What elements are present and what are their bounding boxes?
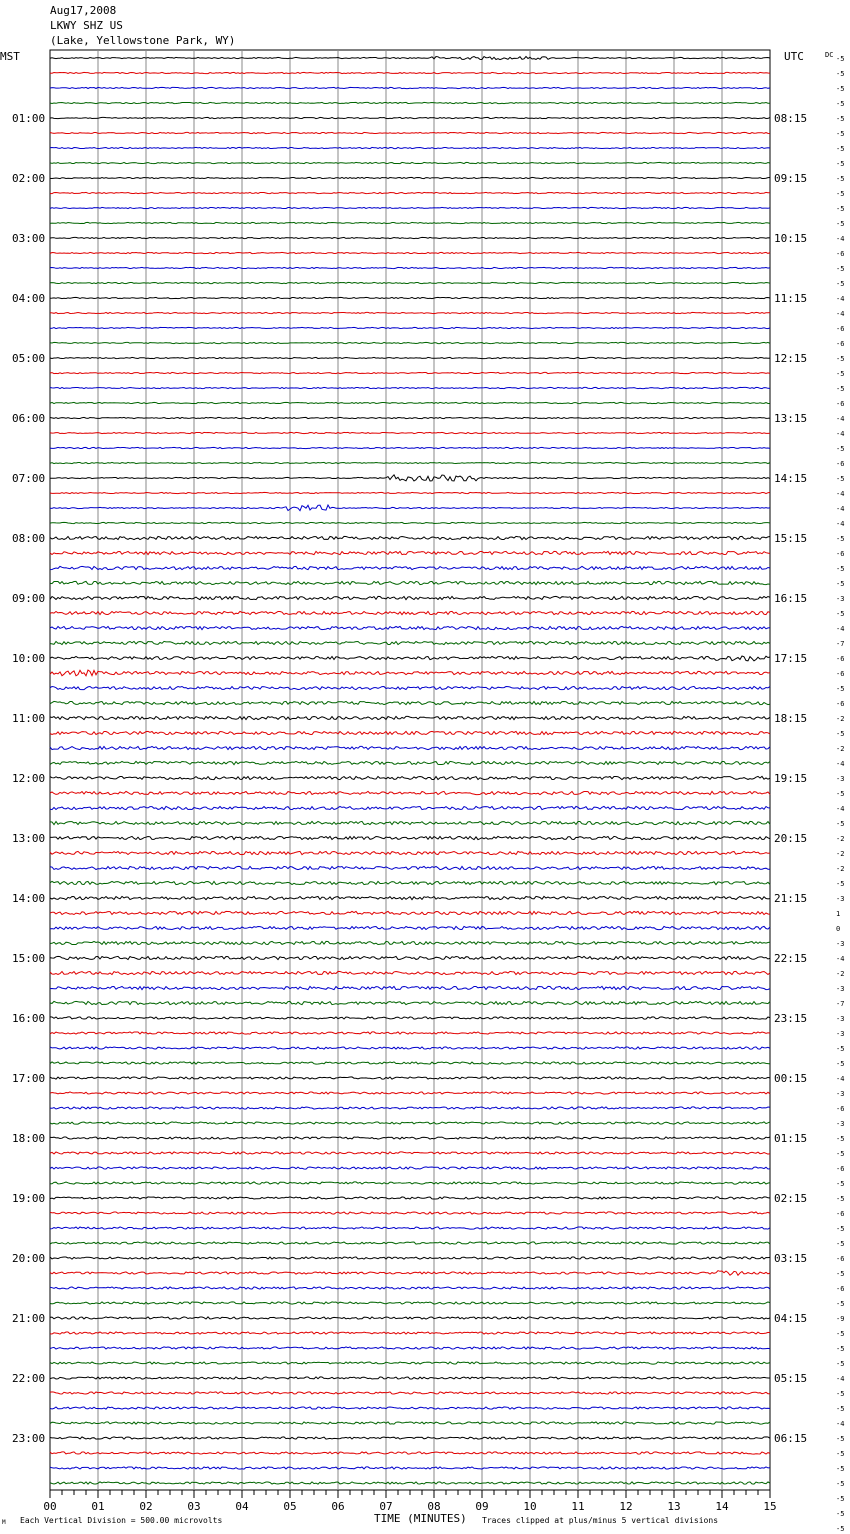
- trace-line: [50, 836, 770, 839]
- mst-hour-label: 11:00: [12, 712, 46, 725]
- trace-line: [50, 402, 770, 403]
- dc-offset-label: -2: [836, 715, 845, 723]
- mst-hour-label: 19:00: [12, 1192, 46, 1205]
- mst-hour-label: 20:00: [12, 1252, 46, 1265]
- trace-line: [50, 222, 770, 223]
- vertical-division-note: Each Vertical Division = 500.00 microvolts: [20, 1516, 223, 1525]
- trace-line: [50, 776, 770, 779]
- x-tick-label: 11: [571, 1500, 585, 1513]
- mst-hour-label: 04:00: [12, 292, 46, 305]
- trace-line: [50, 1392, 770, 1394]
- x-tick-label: 00: [43, 1500, 57, 1513]
- trace-line: [50, 387, 770, 388]
- dc-offset-label: -5: [836, 370, 845, 378]
- trace-line: [50, 971, 770, 974]
- utc-hour-label: 23:15: [774, 1012, 808, 1025]
- dc-offset-label: -5: [836, 160, 845, 168]
- trace-line: [50, 1167, 770, 1169]
- trace-line: [50, 162, 770, 163]
- dc-offset-label: -6: [836, 460, 845, 468]
- dc-offset-label: -4: [836, 1075, 845, 1083]
- x-tick-label: 10: [523, 1500, 537, 1513]
- dc-offset-label: -4: [836, 295, 845, 303]
- utc-hour-label: 11:15: [774, 292, 808, 305]
- utc-hour-label: 01:15: [774, 1132, 808, 1145]
- station-label: LKWY SHZ US: [50, 19, 123, 32]
- mst-hour-label: 14:00: [12, 892, 46, 905]
- dc-offset-label: -3: [836, 940, 845, 948]
- dc-offset-label: -4: [836, 505, 845, 513]
- utc-hour-label: 08:15: [774, 112, 808, 125]
- x-tick-label: 08: [427, 1500, 441, 1513]
- trace-line: [50, 1001, 770, 1004]
- trace-line: [50, 1122, 770, 1124]
- x-tick-label: 06: [331, 1500, 345, 1513]
- trace-line: [50, 941, 770, 944]
- trace-line: [50, 596, 770, 599]
- trace-line: [50, 1047, 770, 1049]
- mst-hour-label: 23:00: [12, 1432, 46, 1445]
- trace-line: [50, 1227, 770, 1229]
- dc-offset-label: -5: [836, 70, 845, 78]
- trace-line: [50, 267, 770, 268]
- dc-offset-label: -3: [836, 895, 845, 903]
- dc-offset-label: -6: [836, 250, 845, 258]
- trace-line: [50, 462, 770, 463]
- dc-offset-label: -5: [836, 1240, 845, 1248]
- dc-offset-label: -3: [836, 985, 845, 993]
- trace-line: [50, 791, 770, 794]
- trace-line: [50, 656, 770, 661]
- x-tick-label: 04: [235, 1500, 249, 1513]
- trace-line: [50, 1467, 770, 1469]
- trace-line: [50, 72, 770, 73]
- date-label: Aug17,2008: [50, 4, 117, 17]
- trace-line: [50, 626, 770, 629]
- dc-offset-label: -6: [836, 1255, 845, 1263]
- trace-line: [50, 252, 770, 253]
- trace-line: [50, 87, 770, 88]
- dc-offset-label: -5: [836, 685, 845, 693]
- dc-label: DC: [825, 51, 834, 59]
- dc-offset-label: -5: [836, 1465, 845, 1473]
- trace-line: [50, 207, 770, 208]
- trace-line: [50, 357, 770, 358]
- trace-line: [50, 911, 770, 914]
- mst-hour-label: 13:00: [12, 832, 46, 845]
- dc-offset-label: -5: [836, 1510, 845, 1518]
- trace-line: [50, 1257, 770, 1259]
- dc-offset-label: -5: [836, 610, 845, 618]
- trace-line: [50, 1287, 770, 1289]
- trace-line: [50, 505, 770, 511]
- mst-hour-label: 05:00: [12, 352, 46, 365]
- utc-hour-label: 12:15: [774, 352, 808, 365]
- dc-offset-label: -4: [836, 955, 845, 963]
- dc-offset-label: -5: [836, 820, 845, 828]
- utc-axis-label: UTC: [784, 50, 804, 63]
- mst-hour-label: 15:00: [12, 952, 46, 965]
- utc-hour-label: 21:15: [774, 892, 808, 905]
- trace-line: [50, 297, 770, 298]
- utc-hour-label: 17:15: [774, 652, 808, 665]
- x-tick-label: 14: [715, 1500, 729, 1513]
- trace-line: [50, 1062, 770, 1064]
- trace-line: [50, 372, 770, 373]
- dc-offset-label: -5: [836, 190, 845, 198]
- mst-axis-label: MST: [0, 50, 20, 63]
- dc-offset-label: -6: [836, 1285, 845, 1293]
- trace-line: [50, 986, 770, 989]
- trace-line: [50, 282, 770, 283]
- trace-line: [50, 536, 770, 539]
- dc-offset-label: -6: [836, 400, 845, 408]
- trace-line: [50, 177, 770, 178]
- trace-line: [50, 1377, 770, 1379]
- trace-line: [50, 716, 770, 719]
- trace-line: [50, 896, 770, 899]
- dc-offset-label: -6: [836, 325, 845, 333]
- dc-offset-label: -9: [836, 1315, 845, 1323]
- trace-line: [50, 1077, 770, 1079]
- trace-line: [50, 1212, 770, 1214]
- dc-offset-label: 1: [836, 910, 841, 918]
- dc-offset-label: -5: [836, 265, 845, 273]
- x-tick-label: 09: [475, 1500, 489, 1513]
- trace-line: [50, 327, 770, 328]
- dc-offset-label: -3: [836, 595, 845, 603]
- mst-hour-label: 22:00: [12, 1372, 46, 1385]
- trace-line: [50, 670, 770, 676]
- x-tick-label: 03: [187, 1500, 201, 1513]
- clipping-note: Traces clipped at plus/minus 5 vertical divisions: [482, 1516, 719, 1525]
- trace-line: [50, 611, 770, 614]
- dc-offset-label: -5: [836, 220, 845, 228]
- trace-line: [50, 566, 770, 569]
- dc-offset-label: -5: [836, 790, 845, 798]
- dc-offset-label: -5: [836, 100, 845, 108]
- dc-offset-label: -6: [836, 340, 845, 348]
- dc-offset-label: -4: [836, 805, 845, 813]
- dc-offset-label: -5: [836, 55, 845, 63]
- dc-offset-label: -5: [836, 1195, 845, 1203]
- dc-offset-label: -5: [836, 1390, 845, 1398]
- trace-line: [50, 522, 770, 523]
- utc-hour-label: 06:15: [774, 1432, 808, 1445]
- dc-offset-label: -4: [836, 1375, 845, 1383]
- mst-hour-label: 08:00: [12, 532, 46, 545]
- x-axis-label: TIME (MINUTES): [374, 1512, 467, 1525]
- trace-line: [50, 641, 770, 644]
- dc-offset-label: -4: [836, 430, 845, 438]
- dc-offset-label: -5: [836, 1135, 845, 1143]
- utc-hour-label: 18:15: [774, 712, 808, 725]
- utc-hour-label: 19:15: [774, 772, 808, 785]
- dc-offset-label: -5: [836, 1525, 845, 1533]
- dc-offset-label: -2: [836, 865, 845, 873]
- trace-line: [50, 132, 770, 133]
- dc-offset-label: 0: [836, 925, 841, 933]
- dc-offset-label: -3: [836, 775, 845, 783]
- dc-offset-label: -4: [836, 415, 845, 423]
- trace-line: [50, 881, 770, 884]
- trace-line: [50, 1092, 770, 1094]
- trace-line: [50, 312, 770, 313]
- trace-line: [50, 1152, 770, 1154]
- location-label: (Lake, Yellowstone Park, WY): [50, 34, 236, 47]
- x-tick-label: 05: [283, 1500, 297, 1513]
- trace-line: [50, 956, 770, 959]
- trace-line: [50, 1302, 770, 1304]
- dc-offset-label: -6: [836, 670, 845, 678]
- dc-offset-label: -5: [836, 1435, 845, 1443]
- dc-offset-label: -5: [836, 1270, 845, 1278]
- trace-line: [50, 1362, 770, 1364]
- mst-hour-label: 21:00: [12, 1312, 46, 1325]
- dc-offset-label: -5: [836, 85, 845, 93]
- dc-offset-label: -5: [836, 145, 845, 153]
- dc-offset-label: -5: [836, 1150, 845, 1158]
- dc-offset-label: -3: [836, 1120, 845, 1128]
- trace-line: [50, 806, 770, 809]
- trace-line: [50, 1137, 770, 1139]
- trace-line: [50, 1182, 770, 1184]
- trace-line: [50, 192, 770, 193]
- mst-hour-label: 18:00: [12, 1132, 46, 1145]
- dc-offset-label: -5: [836, 1330, 845, 1338]
- trace-line: [50, 851, 770, 854]
- dc-offset-label: -6: [836, 1105, 845, 1113]
- x-tick-label: 15: [763, 1500, 777, 1513]
- trace-line: [50, 761, 770, 764]
- dc-offset-label: -5: [836, 475, 845, 483]
- dc-offset-label: -3: [836, 1030, 845, 1038]
- trace-line: [50, 117, 770, 118]
- dc-offset-label: -4: [836, 235, 845, 243]
- dc-offset-label: -7: [836, 640, 845, 648]
- dc-offset-label: -5: [836, 1300, 845, 1308]
- dc-offset-label: -5: [836, 565, 845, 573]
- dc-offset-label: -5: [836, 1060, 845, 1068]
- dc-offset-label: -6: [836, 1210, 845, 1218]
- dc-offset-label: -5: [836, 730, 845, 738]
- dc-offset-label: -3: [836, 1090, 845, 1098]
- dc-offset-label: -5: [836, 280, 845, 288]
- trace-line: [50, 1407, 770, 1409]
- x-tick-label: 02: [139, 1500, 153, 1513]
- dc-offset-label: -5: [836, 1045, 845, 1053]
- trace-line: [50, 1452, 770, 1454]
- trace-line: [50, 746, 770, 749]
- mst-hour-label: 01:00: [12, 112, 46, 125]
- utc-hour-label: 00:15: [774, 1072, 808, 1085]
- trace-line: [50, 237, 770, 238]
- dc-offset-label: -6: [836, 550, 845, 558]
- dc-offset-label: -2: [836, 850, 845, 858]
- trace-line: [50, 147, 770, 148]
- trace-line: [50, 1017, 770, 1019]
- dc-offset-label: -5: [836, 1480, 845, 1488]
- x-tick-label: 01: [91, 1500, 105, 1513]
- utc-hour-label: 10:15: [774, 232, 808, 245]
- dc-offset-label: -5: [836, 880, 845, 888]
- trace-line: [50, 342, 770, 343]
- trace-line: [50, 866, 770, 869]
- dc-offset-label: -2: [836, 835, 845, 843]
- dc-offset-label: -4: [836, 1420, 845, 1428]
- dc-offset-label: -5: [836, 385, 845, 393]
- mst-hour-label: 06:00: [12, 412, 46, 425]
- mst-hour-label: 16:00: [12, 1012, 46, 1025]
- dc-offset-label: -5: [836, 1180, 845, 1188]
- trace-line: [50, 475, 770, 481]
- dc-offset-label: -5: [836, 175, 845, 183]
- utc-hour-label: 16:15: [774, 592, 808, 605]
- trace-line: [50, 432, 770, 433]
- trace-line: [50, 1332, 770, 1334]
- utc-hour-label: 04:15: [774, 1312, 808, 1325]
- trace-line: [50, 1197, 770, 1199]
- dc-offset-label: -2: [836, 970, 845, 978]
- trace-line: [50, 701, 770, 704]
- utc-hour-label: 03:15: [774, 1252, 808, 1265]
- trace-line: [50, 1347, 770, 1349]
- mst-hour-label: 07:00: [12, 472, 46, 485]
- utc-hour-label: 09:15: [774, 172, 808, 185]
- trace-line: [50, 1422, 770, 1424]
- utc-hour-label: 14:15: [774, 472, 808, 485]
- mst-hour-label: 02:00: [12, 172, 46, 185]
- dc-offset-label: -2: [836, 745, 845, 753]
- utc-hour-label: 13:15: [774, 412, 808, 425]
- dc-offset-label: -6: [836, 655, 845, 663]
- utc-hour-label: 05:15: [774, 1372, 808, 1385]
- dc-offset-label: -5: [836, 1495, 845, 1503]
- dc-offset-label: -5: [836, 1345, 845, 1353]
- trace-line: [50, 1242, 770, 1244]
- dc-offset-label: -5: [836, 1450, 845, 1458]
- dc-offset-label: -5: [836, 130, 845, 138]
- trace-line: [50, 551, 770, 554]
- trace-line: [50, 926, 770, 929]
- dc-offset-label: -3: [836, 1015, 845, 1023]
- mst-hour-label: 17:00: [12, 1072, 46, 1085]
- mst-hour-label: 12:00: [12, 772, 46, 785]
- dc-offset-label: -4: [836, 520, 845, 528]
- dc-offset-label: -6: [836, 1165, 845, 1173]
- dc-offset-label: -4: [836, 760, 845, 768]
- traces: [50, 57, 770, 1485]
- trace-line: [50, 102, 770, 103]
- dc-offset-label: -5: [836, 1405, 845, 1413]
- trace-line: [50, 417, 770, 418]
- utc-hour-label: 15:15: [774, 532, 808, 545]
- utc-hour-label: 22:15: [774, 952, 808, 965]
- trace-line: [50, 731, 770, 734]
- dc-offset-label: -6: [836, 700, 845, 708]
- mst-hour-label: 03:00: [12, 232, 46, 245]
- dc-offset-label: -5: [836, 535, 845, 543]
- footer-mark: M: [2, 1519, 6, 1526]
- x-tick-label: 07: [379, 1500, 393, 1513]
- trace-line: [50, 492, 770, 493]
- dc-offset-label: -5: [836, 115, 845, 123]
- dc-offset-label: -4: [836, 625, 845, 633]
- trace-line: [50, 1271, 770, 1276]
- dc-offset-label: -5: [836, 355, 845, 363]
- trace-line: [50, 821, 770, 824]
- dc-offset-label: -5: [836, 580, 845, 588]
- trace-line: [50, 447, 770, 448]
- utc-hour-label: 02:15: [774, 1192, 808, 1205]
- trace-line: [50, 1317, 770, 1319]
- trace-line: [50, 1032, 770, 1034]
- trace-line: [50, 1437, 770, 1439]
- dc-offset-label: -5: [836, 1360, 845, 1368]
- dc-offset-label: -5: [836, 445, 845, 453]
- dc-offset-label: -5: [836, 1225, 845, 1233]
- trace-line: [50, 581, 770, 584]
- trace-line: [50, 686, 770, 689]
- dc-offset-label: -4: [836, 490, 845, 498]
- trace-line: [50, 1107, 770, 1109]
- trace-line: [50, 1482, 770, 1484]
- dc-offset-label: -5: [836, 205, 845, 213]
- trace-line: [50, 57, 770, 60]
- mst-hour-label: 10:00: [12, 652, 46, 665]
- x-tick-label: 12: [619, 1500, 633, 1513]
- dc-offset-label: -7: [836, 1000, 845, 1008]
- mst-hour-label: 09:00: [12, 592, 46, 605]
- utc-hour-label: 20:15: [774, 832, 808, 845]
- x-tick-label: 13: [667, 1500, 681, 1513]
- dc-offset-label: -4: [836, 310, 845, 318]
